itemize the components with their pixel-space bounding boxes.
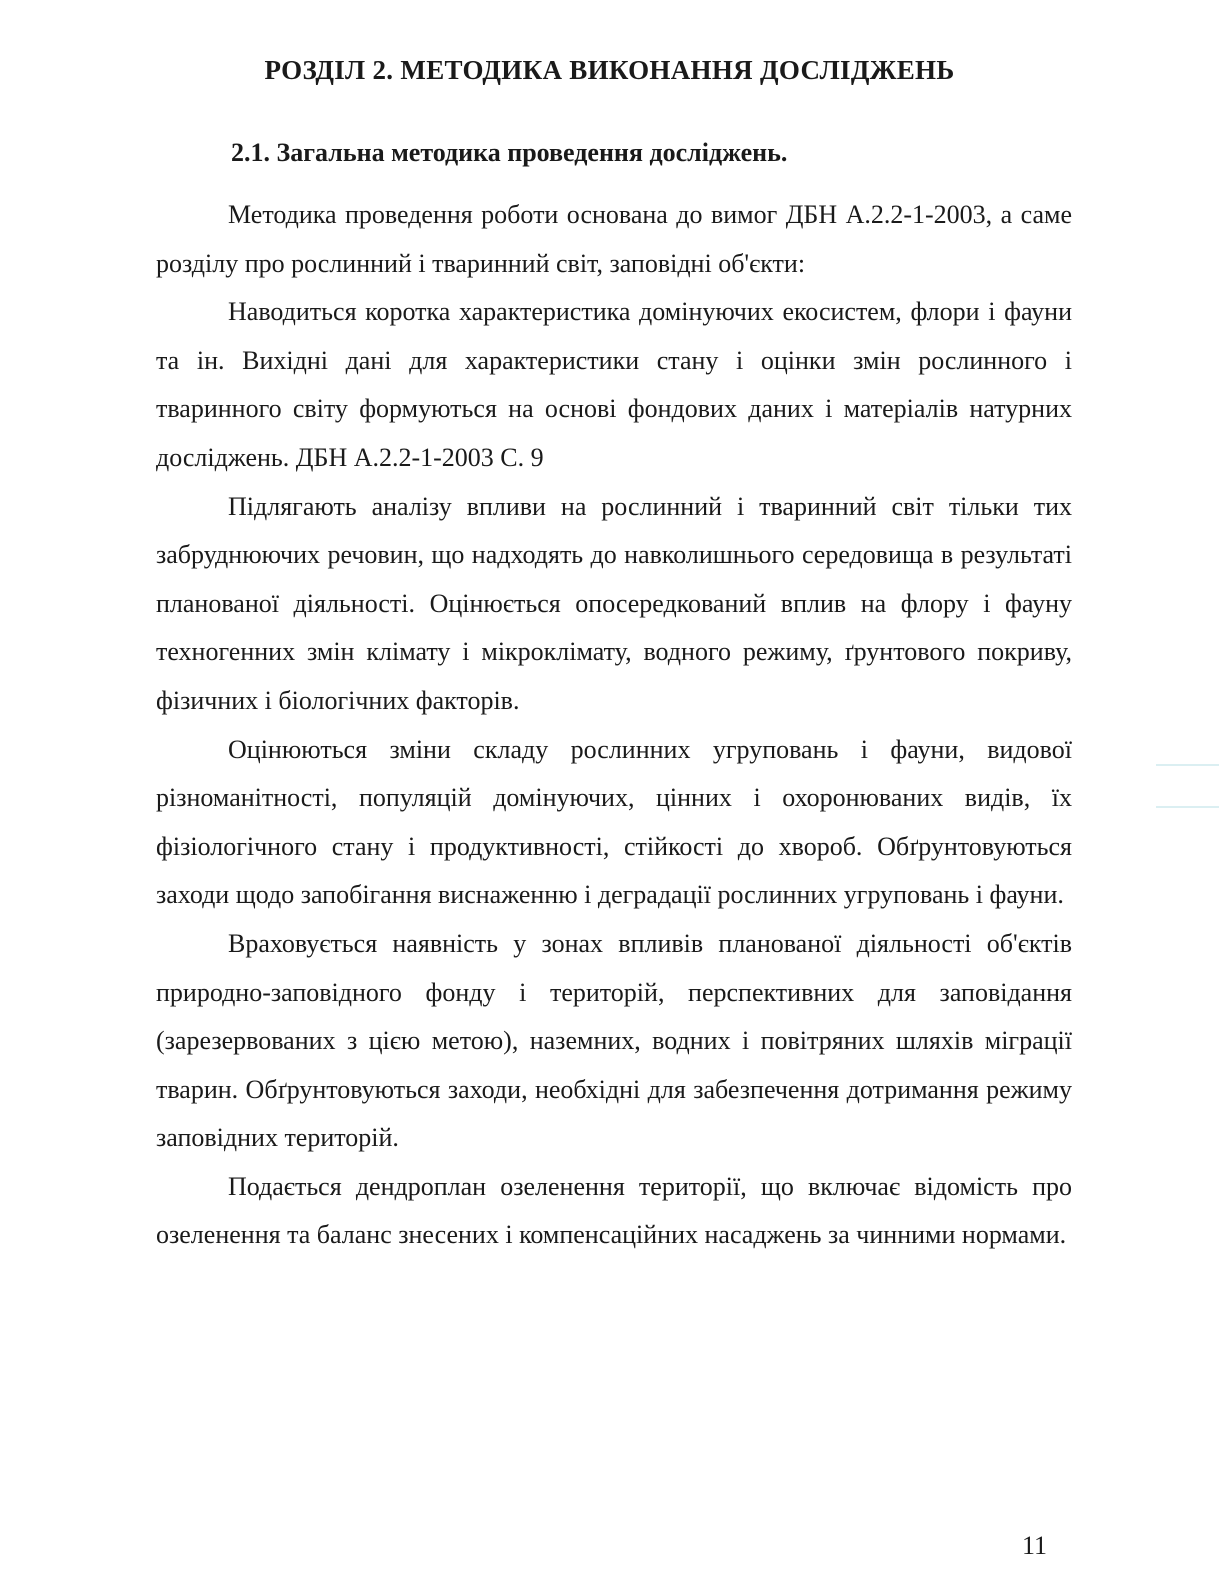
scan-artifact-line bbox=[1156, 764, 1219, 766]
body-text bbox=[156, 191, 1072, 1260]
paragraph-dendroplan: Подається дендроплан озеленення території, що включає відомість про озеленення та баланс знесених і компенсаційних насаджень за чинними нормами. bbox=[156, 1171, 1072, 1250]
paragraph-vegetation-changes: Оцінюються зміни складу рослинних угруповань і фауни, видової різноманітності, популяцій домінуючих, цінних і охоронюваних видів, їх фізіологічного стану і продуктивності, стійкості до хвороб. Обґрунтовуються заходи щодо запобігання виснаженню і деградації рослинних угруповань і фауни. bbox=[156, 734, 1072, 910]
chapter-title: РОЗДІЛ 2. МЕТОДИКА ВИКОНАННЯ ДОСЛІДЖЕНЬ bbox=[264, 55, 955, 85]
paragraph-protected-areas: Враховується наявність у зонах впливів планованої діяльності об'єктів природно-заповідного фонду і територій, перспективних для заповідання (зарезервованих з цією метою), наземних, водних і повітряних шляхів міграції тварин. Обґрунтовуються заходи, необхідні для забезпечення дотримання режиму заповідних територій. bbox=[156, 928, 1072, 1153]
section-heading: 2.1. Загальна методика проведення досліджень. bbox=[231, 138, 788, 167]
page-number: 11 bbox=[1022, 1531, 1048, 1560]
paragraph-methodology: Методика проведення роботи основана до вимог ДБН А.2.2-1-2003, а саме розділу про рослинний і тваринний світ, заповідні об'єкти: bbox=[156, 200, 1072, 278]
paragraph-pollutants: Підлягають аналізу впливи на рослинний і тваринний світ тільки тих забруднюючих речовин, що надходять до навколишнього середовища в результаті планованої діяльності. Оцінюється опосередкований вплив на флору і фауну техногенних змін клімату і мікроклімату, водного режиму, ґрунтового покриву, фізичних і біологічних факторів. bbox=[156, 491, 1072, 715]
paragraph-ecosystems: Наводиться коротка характеристика домінуючих екосистем, флори і фауни та ін. Вихідні дані для характеристики стану і оцінки змін рослинного і тваринного світу формуються на основі фондових даних і матеріалів натурних досліджень. ДБН А.2.2-1-2003 С. 9 bbox=[156, 297, 1072, 472]
scan-artifact-line bbox=[1156, 806, 1219, 808]
